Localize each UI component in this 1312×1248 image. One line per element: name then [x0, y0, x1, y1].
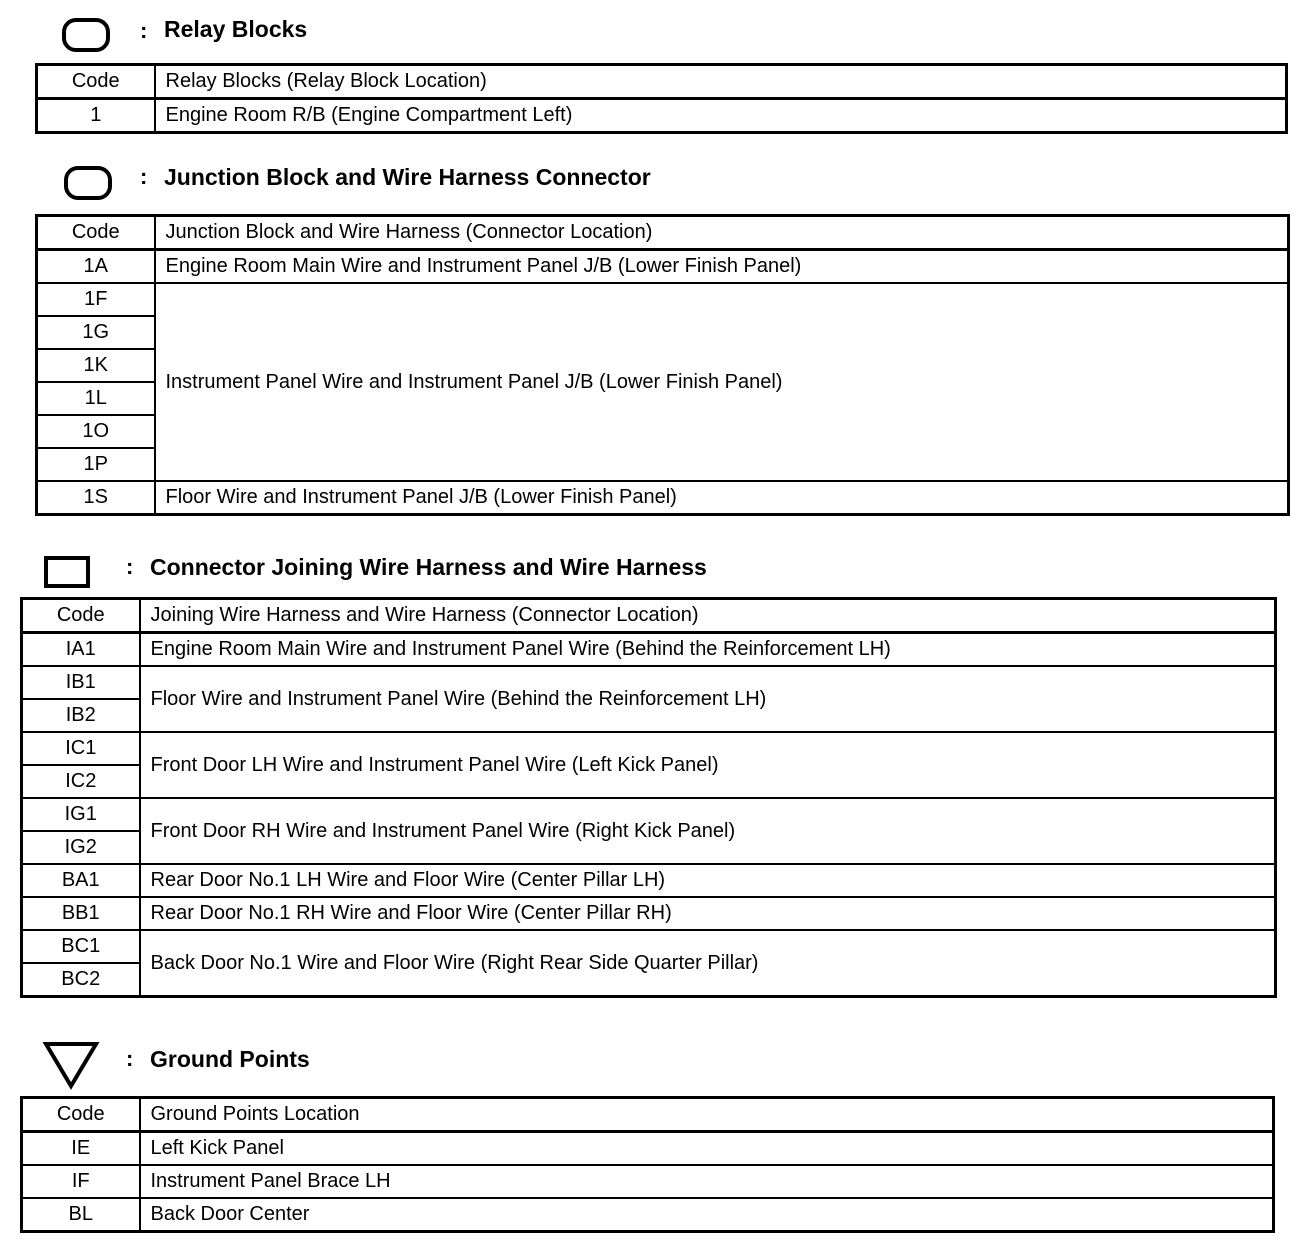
location-header: Ground Points Location	[140, 1098, 1274, 1132]
location-cell: Engine Room Main Wire and Instrument Panel Wire (Behind the Reinforcement LH)	[140, 633, 1276, 667]
table-row	[22, 897, 1276, 930]
code-cell: IG2	[22, 831, 140, 864]
table-row	[22, 1165, 1274, 1198]
connector-heading	[40, 550, 940, 594]
location-cell: Front Door LH Wire and Instrument Panel Wire (Left Kick Panel)	[140, 732, 1276, 798]
code-cell: 1G	[37, 316, 155, 349]
table-row	[22, 798, 1276, 831]
code-cell: IG1	[22, 798, 140, 831]
ground-points-heading	[40, 1040, 640, 1084]
rounded-rectangle-icon	[64, 166, 112, 200]
code-cell: BA1	[22, 864, 140, 897]
ground-points-table	[20, 1096, 1275, 1233]
connector-table	[20, 597, 1277, 998]
location-header: Junction Block and Wire Harness (Connector Location)	[155, 216, 1289, 250]
heading-colon: :	[140, 164, 148, 189]
code-cell: 1O	[37, 415, 155, 448]
location-cell: Left Kick Panel	[140, 1132, 1274, 1166]
location-cell: Rear Door No.1 RH Wire and Floor Wire (Center Pillar RH)	[140, 897, 1276, 930]
table-row	[22, 930, 1276, 963]
table-row	[22, 864, 1276, 897]
table-row	[37, 283, 1289, 316]
code-cell: 1A	[37, 250, 155, 284]
code-cell: BC1	[22, 930, 140, 963]
code-cell: BL	[22, 1198, 140, 1232]
code-cell: IC2	[22, 765, 140, 798]
code-cell: IC1	[22, 732, 140, 765]
table-row	[22, 732, 1276, 765]
location-cell: Engine Room Main Wire and Instrument Panel J/B (Lower Finish Panel)	[155, 250, 1289, 284]
section-title: Relay Blocks	[164, 16, 308, 42]
table-row	[37, 99, 1287, 133]
section-title: Junction Block and Wire Harness Connector	[164, 164, 651, 190]
section-title: Connector Joining Wire Harness and Wire Harness	[150, 554, 707, 580]
code-cell: 1P	[37, 448, 155, 481]
heading-colon: :	[140, 18, 148, 43]
code-cell: IB2	[22, 699, 140, 732]
table-header-row	[22, 1098, 1274, 1132]
relay-blocks-table	[35, 63, 1288, 134]
code-cell: IE	[22, 1132, 140, 1166]
location-cell: Front Door RH Wire and Instrument Panel Wire (Right Kick Panel)	[140, 798, 1276, 864]
heading-colon: :	[126, 554, 134, 579]
location-cell: Rear Door No.1 LH Wire and Floor Wire (Center Pillar LH)	[140, 864, 1276, 897]
location-cell: Floor Wire and Instrument Panel J/B (Lower Finish Panel)	[155, 481, 1289, 515]
table-header-row	[22, 599, 1276, 633]
location-cell: Back Door No.1 Wire and Floor Wire (Right Rear Side Quarter Pillar)	[140, 930, 1276, 997]
relay-blocks-heading	[60, 12, 660, 56]
heading-colon: :	[126, 1046, 134, 1071]
table-header-row	[37, 65, 1287, 99]
code-header: Code	[37, 216, 155, 250]
table-row	[22, 633, 1276, 667]
location-cell: Floor Wire and Instrument Panel Wire (Behind the Reinforcement LH)	[140, 666, 1276, 732]
table-row	[22, 1132, 1274, 1166]
rounded-rectangle-icon	[62, 18, 110, 52]
junction-block-table	[35, 214, 1290, 516]
junction-block-heading	[60, 160, 860, 204]
table-row	[22, 666, 1276, 699]
section-title: Ground Points	[150, 1046, 310, 1072]
code-header: Code	[37, 65, 155, 99]
code-header: Code	[22, 599, 140, 633]
code-cell: IB1	[22, 666, 140, 699]
location-cell: Engine Room R/B (Engine Compartment Left)	[155, 99, 1287, 133]
code-cell: 1F	[37, 283, 155, 316]
code-cell: BB1	[22, 897, 140, 930]
location-header: Joining Wire Harness and Wire Harness (Connector Location)	[140, 599, 1276, 633]
code-cell: IA1	[22, 633, 140, 667]
location-cell: Instrument Panel Wire and Instrument Panel J/B (Lower Finish Panel)	[155, 283, 1289, 481]
code-header: Code	[22, 1098, 140, 1132]
code-cell: 1K	[37, 349, 155, 382]
location-cell: Instrument Panel Brace LH	[140, 1165, 1274, 1198]
code-cell: IF	[22, 1165, 140, 1198]
code-cell: BC2	[22, 963, 140, 997]
code-cell: 1	[37, 99, 155, 133]
square-icon	[44, 556, 90, 588]
table-header-row	[37, 216, 1289, 250]
location-cell: Back Door Center	[140, 1198, 1274, 1232]
location-header: Relay Blocks (Relay Block Location)	[155, 65, 1287, 99]
table-row	[37, 250, 1289, 284]
down-triangle-icon	[42, 1040, 100, 1090]
table-row	[22, 1198, 1274, 1232]
table-row	[37, 481, 1289, 515]
code-cell: 1S	[37, 481, 155, 515]
code-cell: 1L	[37, 382, 155, 415]
